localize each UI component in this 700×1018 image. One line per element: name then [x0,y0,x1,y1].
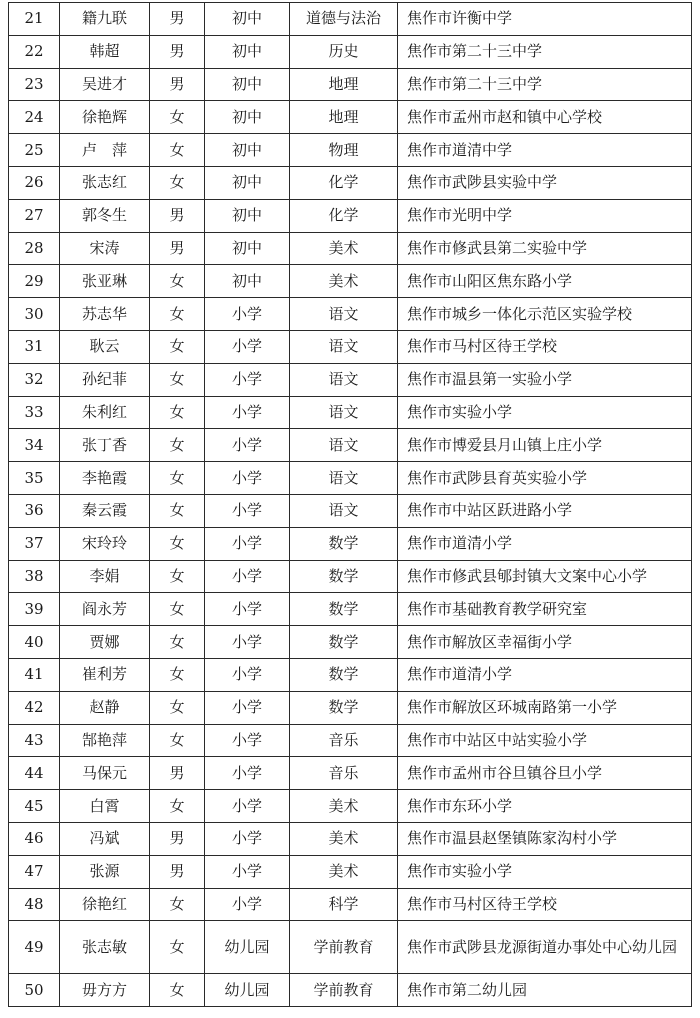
cell-number: 36 [9,494,60,527]
cell-name: 李娟 [60,560,150,593]
cell-gender: 女 [150,593,205,626]
cell-number: 44 [9,757,60,790]
cell-level: 初中 [205,35,290,68]
cell-number: 33 [9,396,60,429]
cell-school: 焦作市东环小学 [398,790,692,823]
cell-gender: 女 [150,974,205,1007]
table-body [9,3,692,1007]
table-row [9,330,692,363]
cell-school: 焦作市实验小学 [398,855,692,888]
cell-school: 焦作市解放区幸福街小学 [398,626,692,659]
cell-number: 22 [9,35,60,68]
cell-school: 焦作市道清小学 [398,527,692,560]
cell-number: 37 [9,527,60,560]
cell-gender: 女 [150,265,205,298]
cell-subject: 语文 [290,396,398,429]
cell-gender: 男 [150,3,205,36]
cell-number: 24 [9,101,60,134]
cell-level: 小学 [205,429,290,462]
cell-level: 初中 [205,232,290,265]
cell-gender: 女 [150,888,205,921]
cell-school: 焦作市修武县第二实验中学 [398,232,692,265]
cell-level: 小学 [205,790,290,823]
cell-name: 毋方方 [60,974,150,1007]
cell-subject: 地理 [290,101,398,134]
cell-number: 40 [9,626,60,659]
cell-level: 幼儿园 [205,921,290,974]
cell-name: 马保元 [60,757,150,790]
cell-school: 焦作市第二幼儿园 [398,974,692,1007]
cell-name: 耿云 [60,330,150,363]
table-row [9,855,692,888]
cell-level: 初中 [205,134,290,167]
cell-school: 焦作市道清中学 [398,134,692,167]
cell-gender: 女 [150,527,205,560]
cell-school: 焦作市许衡中学 [398,3,692,36]
cell-level: 小学 [205,593,290,626]
cell-number: 46 [9,822,60,855]
cell-subject: 美术 [290,265,398,298]
cell-subject: 语文 [290,494,398,527]
cell-level: 小学 [205,855,290,888]
cell-school: 焦作市孟州市谷旦镇谷旦小学 [398,757,692,790]
cell-gender: 女 [150,494,205,527]
cell-gender: 男 [150,68,205,101]
cell-name: 朱利红 [60,396,150,429]
cell-school: 焦作市温县赵堡镇陈家沟村小学 [398,822,692,855]
cell-subject: 语文 [290,330,398,363]
cell-level: 小学 [205,494,290,527]
cell-subject: 美术 [290,790,398,823]
table-row [9,166,692,199]
cell-gender: 女 [150,560,205,593]
cell-school: 焦作市马村区待王学校 [398,330,692,363]
cell-school: 焦作市山阳区焦东路小学 [398,265,692,298]
cell-subject: 语文 [290,363,398,396]
cell-name: 贾娜 [60,626,150,659]
cell-school: 焦作市第二十三中学 [398,35,692,68]
cell-gender: 女 [150,396,205,429]
cell-school: 焦作市博爱县月山镇上庄小学 [398,429,692,462]
cell-level: 小学 [205,822,290,855]
cell-gender: 女 [150,101,205,134]
table-row [9,3,692,36]
cell-school: 焦作市武陟县育英实验小学 [398,462,692,495]
cell-subject: 数学 [290,593,398,626]
cell-level: 小学 [205,330,290,363]
cell-number: 41 [9,658,60,691]
cell-level: 初中 [205,265,290,298]
cell-subject: 数学 [290,560,398,593]
cell-subject: 学前教育 [290,921,398,974]
cell-gender: 女 [150,626,205,659]
cell-number: 48 [9,888,60,921]
cell-subject: 语文 [290,298,398,331]
table-row [9,232,692,265]
cell-school: 焦作市修武县郇封镇大文案中心小学 [398,560,692,593]
cell-name: 白霄 [60,790,150,823]
cell-name: 吴进才 [60,68,150,101]
cell-gender: 女 [150,724,205,757]
table-row [9,429,692,462]
table-row [9,658,692,691]
table-row [9,68,692,101]
cell-school: 焦作市城乡一体化示范区实验学校 [398,298,692,331]
cell-gender: 女 [150,166,205,199]
cell-level: 小学 [205,626,290,659]
cell-name: 郜艳萍 [60,724,150,757]
cell-subject: 数学 [290,626,398,659]
table-row [9,560,692,593]
cell-gender: 女 [150,790,205,823]
cell-subject: 美术 [290,232,398,265]
cell-school: 焦作市马村区待王学校 [398,888,692,921]
cell-number: 23 [9,68,60,101]
cell-school: 焦作市武陟县龙源街道办事处中心幼儿园 [398,921,692,974]
cell-name: 张丁香 [60,429,150,462]
cell-level: 小学 [205,888,290,921]
cell-gender: 女 [150,462,205,495]
table-row [9,101,692,134]
cell-number: 21 [9,3,60,36]
cell-gender: 男 [150,855,205,888]
table-row [9,134,692,167]
cell-name: 韩超 [60,35,150,68]
cell-subject: 数学 [290,658,398,691]
cell-school: 焦作市基础教育教学研究室 [398,593,692,626]
cell-level: 小学 [205,724,290,757]
cell-number: 26 [9,166,60,199]
cell-subject: 学前教育 [290,974,398,1007]
cell-gender: 女 [150,363,205,396]
cell-level: 初中 [205,3,290,36]
table-row [9,199,692,232]
cell-number: 39 [9,593,60,626]
cell-level: 小学 [205,527,290,560]
cell-number: 35 [9,462,60,495]
cell-level: 初中 [205,68,290,101]
cell-number: 32 [9,363,60,396]
cell-level: 小学 [205,462,290,495]
cell-number: 38 [9,560,60,593]
table-row [9,974,692,1007]
cell-name: 郭冬生 [60,199,150,232]
cell-level: 小学 [205,363,290,396]
cell-subject: 历史 [290,35,398,68]
cell-name: 张源 [60,855,150,888]
cell-level: 小学 [205,560,290,593]
cell-gender: 女 [150,330,205,363]
cell-subject: 化学 [290,166,398,199]
cell-number: 28 [9,232,60,265]
cell-subject: 数学 [290,527,398,560]
cell-school: 焦作市中站区跃进路小学 [398,494,692,527]
cell-level: 初中 [205,166,290,199]
cell-gender: 女 [150,429,205,462]
teacher-roster-table [8,2,692,1007]
cell-school: 焦作市武陟县实验中学 [398,166,692,199]
cell-school: 焦作市第二十三中学 [398,68,692,101]
table-row [9,822,692,855]
table-row [9,790,692,823]
cell-name: 宋涛 [60,232,150,265]
cell-name: 籍九联 [60,3,150,36]
cell-name: 苏志华 [60,298,150,331]
cell-name: 张亚琳 [60,265,150,298]
cell-gender: 男 [150,822,205,855]
cell-gender: 男 [150,757,205,790]
cell-level: 初中 [205,101,290,134]
cell-number: 25 [9,134,60,167]
cell-school: 焦作市道清小学 [398,658,692,691]
cell-number: 50 [9,974,60,1007]
cell-level: 小学 [205,396,290,429]
cell-school: 焦作市温县第一实验小学 [398,363,692,396]
cell-number: 27 [9,199,60,232]
cell-gender: 女 [150,921,205,974]
cell-level: 小学 [205,757,290,790]
table-row [9,35,692,68]
cell-school: 焦作市光明中学 [398,199,692,232]
cell-subject: 数学 [290,691,398,724]
table-row [9,757,692,790]
cell-number: 34 [9,429,60,462]
table-row [9,494,692,527]
cell-subject: 音乐 [290,757,398,790]
cell-gender: 男 [150,232,205,265]
table-row [9,626,692,659]
cell-number: 30 [9,298,60,331]
cell-gender: 男 [150,199,205,232]
cell-subject: 音乐 [290,724,398,757]
cell-gender: 女 [150,691,205,724]
cell-school: 焦作市实验小学 [398,396,692,429]
cell-gender: 男 [150,35,205,68]
cell-school: 焦作市中站区中站实验小学 [398,724,692,757]
cell-name: 张志敏 [60,921,150,974]
cell-school: 焦作市孟州市赵和镇中心学校 [398,101,692,134]
cell-gender: 女 [150,134,205,167]
cell-subject: 科学 [290,888,398,921]
cell-number: 42 [9,691,60,724]
cell-number: 29 [9,265,60,298]
cell-name: 徐艳辉 [60,101,150,134]
cell-number: 31 [9,330,60,363]
table-row [9,691,692,724]
table-row [9,724,692,757]
cell-subject: 物理 [290,134,398,167]
table-row [9,396,692,429]
table-row [9,265,692,298]
cell-subject: 语文 [290,429,398,462]
cell-gender: 女 [150,298,205,331]
cell-number: 47 [9,855,60,888]
cell-name: 宋玲玲 [60,527,150,560]
cell-level: 初中 [205,199,290,232]
cell-name: 张志红 [60,166,150,199]
cell-name: 孙纪菲 [60,363,150,396]
cell-name: 徐艳红 [60,888,150,921]
cell-subject: 化学 [290,199,398,232]
cell-number: 43 [9,724,60,757]
table-row [9,921,692,974]
cell-school: 焦作市解放区环城南路第一小学 [398,691,692,724]
cell-name: 赵静 [60,691,150,724]
table-row [9,527,692,560]
cell-level: 小学 [205,658,290,691]
cell-level: 幼儿园 [205,974,290,1007]
cell-number: 45 [9,790,60,823]
cell-subject: 美术 [290,855,398,888]
table-row [9,298,692,331]
cell-name: 秦云霞 [60,494,150,527]
cell-name: 崔利芳 [60,658,150,691]
cell-number: 49 [9,921,60,974]
cell-subject: 地理 [290,68,398,101]
cell-name: 冯斌 [60,822,150,855]
cell-level: 小学 [205,691,290,724]
cell-subject: 美术 [290,822,398,855]
table-row [9,888,692,921]
cell-subject: 语文 [290,462,398,495]
cell-name: 卢 萍 [60,134,150,167]
cell-name: 阎永芳 [60,593,150,626]
table-row [9,363,692,396]
cell-level: 小学 [205,298,290,331]
cell-subject: 道德与法治 [290,3,398,36]
table-row [9,462,692,495]
cell-gender: 女 [150,658,205,691]
cell-name: 李艳霞 [60,462,150,495]
table-row [9,593,692,626]
